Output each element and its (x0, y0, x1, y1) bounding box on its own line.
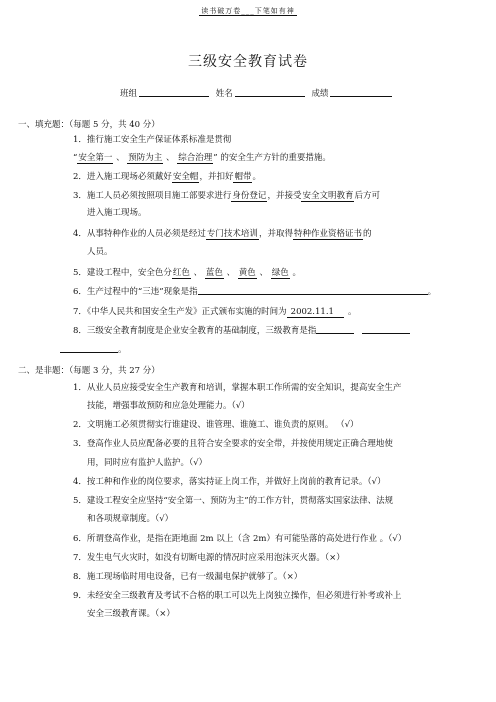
question-6: 6．生产过程中的“三违”现象是指 。 (73, 287, 437, 297)
section2-heading: 二、是非题：（每题 3 分，共 27 分） (18, 366, 160, 376)
answer: 特种作业资格证书 (293, 229, 362, 239)
answer: 综合治理 (178, 153, 213, 163)
answer: 2002.11.1 (287, 307, 344, 318)
tf-item-3: 3．登高作业人员应配备必要的且符合安全要求的安全带，并按使用规定正确合理地使 (73, 439, 393, 449)
answer: 安全文明教育 (302, 191, 354, 201)
question-2: 2．进入施工现场必须戴好安全帽，并扣好帽带。 (73, 172, 261, 182)
answer: 预防为主 (128, 153, 163, 163)
question-3: 3．施工人员必须按照项目施工部要求进行身份登记，并接受安全文明教育后方可 (73, 191, 380, 201)
tf-item-3-line2: 用，同时应有监护人监护。（√） (87, 458, 208, 468)
answer: 身份登记 (232, 191, 267, 201)
tf-item-7: 7．发生电气火灾时，如没有切断电源的情况时应采用泡沫灭火器。（×） (73, 553, 345, 563)
answer: 专门技术培训 (206, 229, 258, 239)
question-1-line2: “安全第一 、 预防为主 、 综合治理” 的安全生产方针的重要措施。 (73, 153, 331, 163)
answer: 帽带 (234, 172, 252, 182)
answer: 安全帽 (172, 172, 199, 182)
score-field[interactable] (330, 87, 392, 97)
answer-blank[interactable] (60, 343, 118, 353)
answer: 蓝色 (205, 268, 223, 278)
answer: 安全第一 (78, 153, 113, 163)
answer: 红色 (172, 268, 190, 278)
class-field[interactable] (139, 87, 209, 97)
tf-item-6: 6．所谓登高作业，是指在距地面 2m 以上（含 2m）有可能坠落的高处进行作业 。（√） (73, 534, 407, 544)
class-label: 班组 (120, 89, 138, 99)
tf-item-1: 1．从业人员应接受安全生产教育和培训，掌握本职工作所需的安全知识，提高安全生产 (73, 383, 402, 393)
question-8: 8．三级安全教育制度是企业安全教育的基础制度，三级教育是指 (73, 324, 410, 336)
tf-item-4: 4．按工种和作业的岗位要求，落实持证上岗工作，并做好上岗前的教育记录。（√） (73, 477, 386, 487)
question-1-line1: 1．推行施工安全生产保证体系标准是贯彻 (73, 135, 232, 145)
tf-item-2: 2．文明施工必须贯彻实行谁建设、谁管理、谁施工、谁负责的原则。 （√） (73, 420, 359, 430)
answer-blank[interactable] (316, 324, 354, 334)
answer: 绿色 (271, 268, 289, 278)
section1-heading: 一、填充题：（每题 5 分，共 40 分） (18, 120, 160, 130)
score-label: 成绩 (311, 89, 329, 99)
tf-item-9-line2: 安全三级教育课。（×） (87, 609, 175, 619)
question-7: 7．《中华人民共和国安全生产发》正式颁布实施的时间为 2002.11.1 。 (73, 307, 357, 317)
name-field[interactable] (235, 87, 305, 97)
tf-item-5: 5．建设工程安全应坚持“安全第一、预防为主”的工作方针，贯彻落实国家法律、法规 (73, 496, 394, 506)
page-title: 三级安全教育试卷 (188, 54, 308, 70)
tf-item-8: 8．施工现场临时用电设备，已有一级漏电保护就够了。（×） (73, 572, 303, 582)
tf-item-9: 9．未经安全三级教育及考试不合格的职工可以先上岗独立操作，但必须进行补考或补上 (73, 591, 402, 601)
question-3-line2: 进入施工现场。 (87, 208, 147, 218)
answer-blank[interactable] (362, 324, 410, 334)
question-5: 5．建设工程中，安全色分红色 、 蓝色 、 黄色 、 绿色 。 (73, 268, 301, 278)
question-4: 4．从事特种作业的人员必须是经过专门技术培训，并取得特种作业资格证书的 (73, 229, 372, 239)
question-4-line2: 人员。 (87, 247, 113, 257)
answer-blank[interactable] (198, 285, 428, 295)
answer: 黄色 (238, 268, 256, 278)
question-8-line2: 。 (60, 343, 127, 355)
tf-item-1-line2: 技能，增强事故预防和应急处理能力。（√） (87, 401, 250, 411)
exam-info-row (120, 87, 396, 99)
header-note: 读书破万卷___下笔如有神 (201, 7, 295, 15)
name-label: 姓名 (215, 89, 233, 99)
tf-item-5-line2: 和各项规章制度。（√） (87, 514, 174, 524)
